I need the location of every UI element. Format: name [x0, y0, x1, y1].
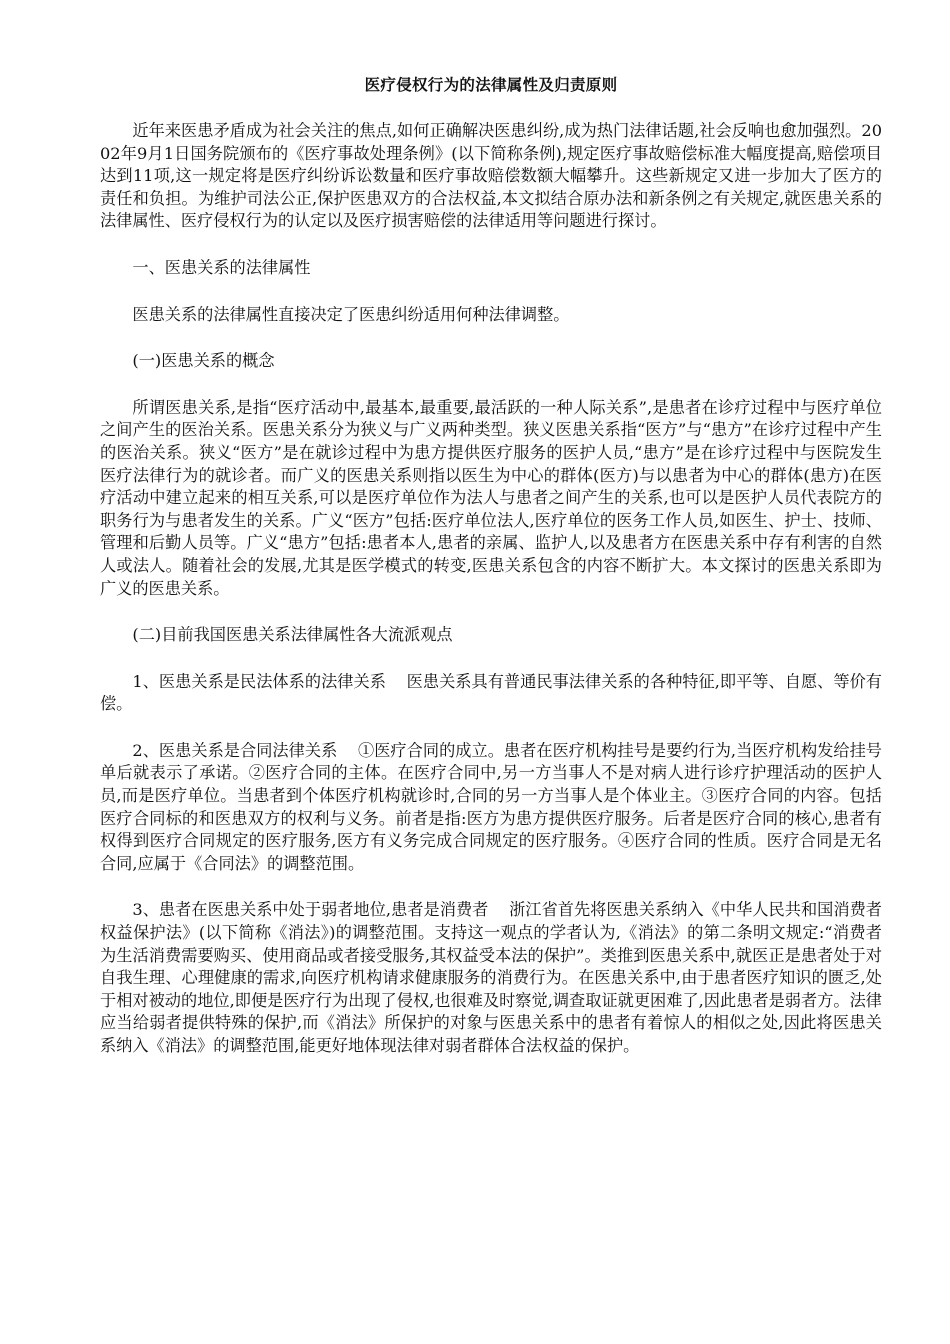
subsection-heading-1: (一)医患关系的概念 — [132, 351, 275, 371]
subsection-heading-2: (二)目前我国医患关系法律属性各大流派观点 — [132, 625, 453, 645]
document-page — [100, 74, 882, 1082]
view-body-3: 浙江省首先将医患关系纳入《中华人民共和国消费者权益保护法》(以下简称《消法》)的调整范围。支持这一观点的学者认为,《消法》的第二条明文规定:“消费者为生活消费需要购买、使用商品或者接受服务,其权益受本法的保护”。类推到医患关系中,就医正是患者处于对自我生理、心理健康的需求,向医疗机构请求健康服务的消费行为。在医患关系中,由于患者医疗知识的匮乏,处于相对被动的地位,即便是医疗行为出现了侵权,也很难及时察觉,调查取证就更困难了,因此患者是弱者方。法律应当给弱者提供特殊的保护,而《消法》所保护的对象与医患关系中的患者有着惊人的相似之处,因此将医患关系纳入《消法》的调整范围,能更好地体现法律对弱者群体合法权益的保护。 — [100, 900, 882, 1055]
view-label-3: 3、患者在医患关系中处于弱者地位,患者是消费者 — [132, 900, 489, 920]
section-heading-1: 一、医患关系的法律属性 — [132, 257, 311, 277]
concept-paragraph: 所谓医患关系,是指“医疗活动中,最基本,最重要,最活跃的一种人际关系”,是患者在诊疗过程中与医疗单位之间产生的医治关系。医患关系分为狭义与广义两种类型。狭义医患关系指“医方”与“患方”在诊疗过程中产生的医治关系。狭义“医方”是在就诊过程中为患方提供医疗服务的医护人员,“患方”是在诊疗过程中与医院发生医疗法律行为的就诊者。而广义的医患关系则指以医生为中心的群体(医方)与以患者为中心的群体(患方)在医疗活动中建立起来的相互关系,可以是医疗单位作为法人与患者之间产生的关系,也可以是医护人员代表院方的职务行为与患者发生的关系。广义“医方”包括:医疗单位法人,医疗单位的医务工作人员,如医生、护士、技师、管理和后勤人员等。广义“患方”包括:患者本人,患者的亲属、监护人,以及患者方在医患关系中存有利害的自然人或法人。随着社会的发展,尤其是医学模式的转变,医患关系包含的内容不断扩大。本文探讨的医患关系即为广义的医患关系。 — [100, 397, 882, 598]
view-paragraph-1 — [100, 671, 882, 716]
document-title: 医疗侵权行为的法律属性及归责原则 — [364, 76, 618, 94]
view-label-1: 1、医患关系是民法体系的法律关系 — [132, 671, 386, 691]
view-body-1: 医患关系具有普通民事法律关系的各种特征,即平等、自愿、等价有偿。 — [100, 671, 882, 714]
section-intro-paragraph: 医患关系的法律属性直接决定了医患纠纷适用何种法律调整。 — [132, 304, 570, 324]
view-paragraph-3 — [100, 899, 882, 1057]
view-label-2: 2、医患关系是合同法律关系 — [132, 740, 338, 760]
view-body-2: ①医疗合同的成立。患者在医疗机构挂号是要约行为,当医疗机构发给挂号单后就表示了承诺。②医疗合同的主体。在医疗合同中,另一方当事人不是对病人进行诊疗护理活动的医护人员,而是医疗单位。当患者到个体医疗机构就诊时,合同的另一方当事人是个体业主。③医疗合同的内容。包括医疗合同标的和医患双方的权利与义务。前者是指:医方为患方提供医疗服务。后者是医疗合同的核心,患者有权得到医疗合同规定的医疗服务,医方有义务完成合同规定的医疗服务。④医疗合同的性质。医疗合同是无名合同,应属于《合同法》的调整范围。 — [100, 740, 882, 873]
view-paragraph-2 — [100, 740, 882, 876]
intro-paragraph: 近年来医患矛盾成为社会关注的焦点,如何正确解决医患纠纷,成为热门法律话题,社会反响也愈加强烈。2002年9月1日国务院颁布的《医疗事故处理条例》(以下简称条例),规定医疗事故赔偿标准大幅度提高,赔偿项目达到11项,这一规定将是医疗纠纷诉讼数量和医疗事故赔偿数额大幅攀升。这些新规定又进一步加大了医方的责任和负担。为维护司法公正,保护医患双方的合法权益,本文拟结合原办法和新条例之有关规定,就医患关系的法律属性、医疗侵权行为的认定以及医疗损害赔偿的法律适用等问题进行探讨。 — [100, 121, 882, 231]
